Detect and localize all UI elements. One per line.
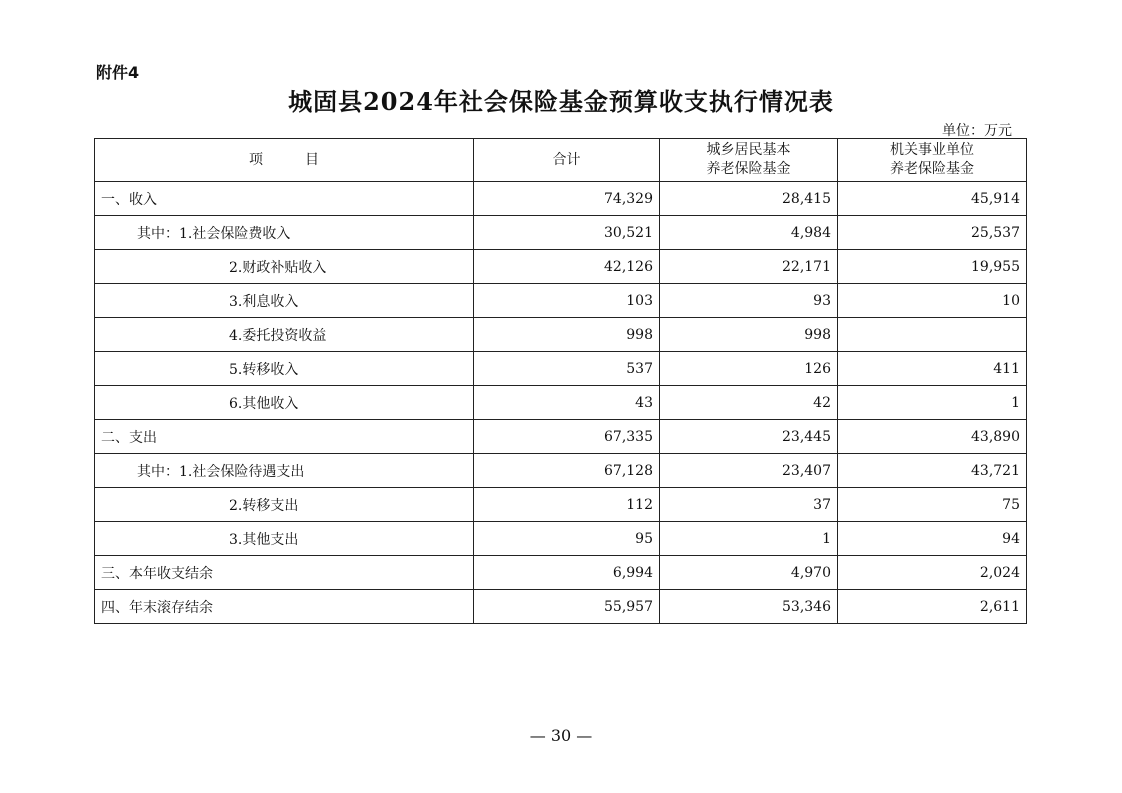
cell-urban-rural: 998 bbox=[660, 318, 838, 352]
cell-urban-rural: 93 bbox=[660, 284, 838, 318]
unit-label: 单位：万元 bbox=[942, 123, 1012, 139]
row-label: 5.转移收入 bbox=[95, 352, 474, 386]
cell-institution: 94 bbox=[838, 522, 1027, 556]
cell-urban-rural: 37 bbox=[660, 488, 838, 522]
cell-institution: 2,611 bbox=[838, 590, 1027, 624]
table-row bbox=[95, 352, 1027, 386]
row-label: 四、年末滚存结余 bbox=[95, 590, 474, 624]
cell-total: 537 bbox=[474, 352, 660, 386]
cell-total: 95 bbox=[474, 522, 660, 556]
table-row bbox=[95, 420, 1027, 454]
cell-urban-rural: 4,970 bbox=[660, 556, 838, 590]
row-label: 3.利息收入 bbox=[95, 284, 474, 318]
row-label: 一、收入 bbox=[95, 182, 474, 216]
row-label: 三、本年收支结余 bbox=[95, 556, 474, 590]
table-row bbox=[95, 250, 1027, 284]
cell-urban-rural: 23,445 bbox=[660, 420, 838, 454]
table-row bbox=[95, 556, 1027, 590]
cell-urban-rural: 53,346 bbox=[660, 590, 838, 624]
row-label: 2.转移支出 bbox=[95, 488, 474, 522]
cell-total: 74,329 bbox=[474, 182, 660, 216]
row-label: 4.委托投资收益 bbox=[95, 318, 474, 352]
cell-total: 42,126 bbox=[474, 250, 660, 284]
row-label: 3.其他支出 bbox=[95, 522, 474, 556]
cell-total: 67,128 bbox=[474, 454, 660, 488]
cell-institution: 411 bbox=[838, 352, 1027, 386]
table-row bbox=[95, 386, 1027, 420]
table-row bbox=[95, 522, 1027, 556]
table-row bbox=[95, 590, 1027, 624]
cell-institution: 43,721 bbox=[838, 454, 1027, 488]
table-row bbox=[95, 454, 1027, 488]
cell-total: 6,994 bbox=[474, 556, 660, 590]
cell-urban-rural: 28,415 bbox=[660, 182, 838, 216]
cell-institution: 75 bbox=[838, 488, 1027, 522]
cell-total: 998 bbox=[474, 318, 660, 352]
row-label: 2.财政补贴收入 bbox=[95, 250, 474, 284]
budget-table bbox=[94, 138, 1027, 624]
header-urban-rural-fund: 城乡居民基本 养老保险基金 bbox=[660, 139, 838, 182]
cell-total: 43 bbox=[474, 386, 660, 420]
table-row bbox=[95, 182, 1027, 216]
cell-total: 67,335 bbox=[474, 420, 660, 454]
cell-total: 55,957 bbox=[474, 590, 660, 624]
row-label: 其中：1.社会保险费收入 bbox=[95, 216, 474, 250]
cell-urban-rural: 22,171 bbox=[660, 250, 838, 284]
document-title: 城固县2024年社会保险基金预算收支执行情况表 bbox=[288, 87, 834, 116]
cell-institution: 10 bbox=[838, 284, 1027, 318]
cell-institution: 2,024 bbox=[838, 556, 1027, 590]
page-number: — 30 — bbox=[529, 726, 593, 745]
row-label: 二、支出 bbox=[95, 420, 474, 454]
table-row bbox=[95, 488, 1027, 522]
cell-total: 103 bbox=[474, 284, 660, 318]
cell-institution: 45,914 bbox=[838, 182, 1027, 216]
cell-institution: 43,890 bbox=[838, 420, 1027, 454]
table-header-row bbox=[95, 139, 1027, 182]
cell-urban-rural: 23,407 bbox=[660, 454, 838, 488]
cell-institution bbox=[838, 318, 1027, 352]
cell-total: 30,521 bbox=[474, 216, 660, 250]
table-row bbox=[95, 318, 1027, 352]
cell-institution: 25,537 bbox=[838, 216, 1027, 250]
table-row bbox=[95, 216, 1027, 250]
cell-institution: 1 bbox=[838, 386, 1027, 420]
cell-institution: 19,955 bbox=[838, 250, 1027, 284]
header-item: 项 目 bbox=[95, 139, 474, 182]
cell-urban-rural: 1 bbox=[660, 522, 838, 556]
row-label: 其中：1.社会保险待遇支出 bbox=[95, 454, 474, 488]
cell-urban-rural: 4,984 bbox=[660, 216, 838, 250]
header-institution-fund: 机关事业单位 养老保险基金 bbox=[838, 139, 1027, 182]
header-total: 合计 bbox=[474, 139, 660, 182]
table-row bbox=[95, 284, 1027, 318]
cell-urban-rural: 42 bbox=[660, 386, 838, 420]
attachment-label: 附件4 bbox=[96, 63, 140, 82]
cell-total: 112 bbox=[474, 488, 660, 522]
cell-urban-rural: 126 bbox=[660, 352, 838, 386]
row-label: 6.其他收入 bbox=[95, 386, 474, 420]
